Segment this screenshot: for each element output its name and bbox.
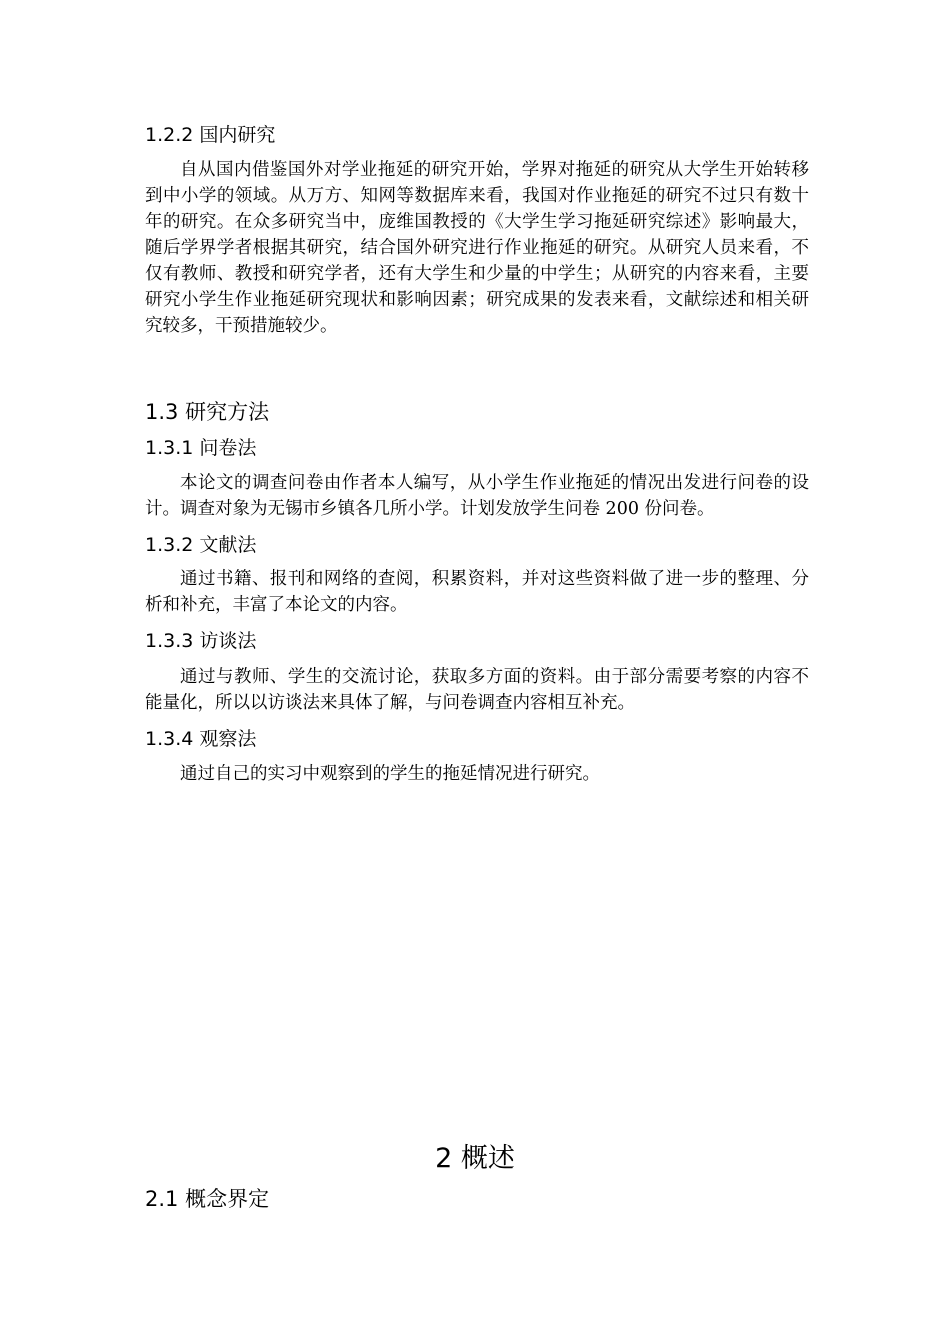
- section-heading-1-3-3: 1.3.3 访谈法: [145, 630, 257, 652]
- section-heading-1-3-2: 1.3.2 文献法: [145, 534, 257, 556]
- section-heading-1-3-1: 1.3.1 问卷法: [145, 437, 257, 459]
- section-paragraph-1-3-3: 通过与教师、学生的交流讨论，获取多方面的资料。由于部分需要考察的内容不能量化，所以以访谈法来具体了解，与问卷调查内容相互补充。: [145, 667, 809, 713]
- section-paragraph-1-2-2: 自从国内借鉴国外对学业拖延的研究开始，学界对拖延的研究从大学生开始转移到中小学的领域。从万方、知网等数据库来看，我国对作业拖延的研究不过只有数十年的研究。在众多研究当中，庞维国教授的《大学生学习拖延研究综述》影响最大，随后学界学者根据其研究，结合国外研究进行作业拖延的研究。从研究人员来看，不仅有教师、教授和研究学者，还有大学生和少量的中学生；从研究的内容来看，主要研究小学生作业拖延研究现状和影响因素；研究成果的发表来看，文献综述和相关研究较多，干预措施较少。: [145, 160, 809, 336]
- section-heading-2-1: 2.1 概念界定: [145, 1187, 270, 1211]
- section-paragraph-1-3-2: 通过书籍、报刊和网络的查阅，积累资料，并对这些资料做了进一步的整理、分析和补充，丰富了本论文的内容。: [145, 569, 809, 615]
- chapter-title-2: 2 概述: [435, 1143, 515, 1174]
- section-heading-1-2-2: 1.2.2 国内研究: [145, 124, 276, 146]
- section-paragraph-1-3-4: 通过自己的实习中观察到的学生的拖延情况进行研究。: [180, 764, 600, 784]
- section-heading-1-3-4: 1.3.4 观察法: [145, 728, 257, 750]
- section-heading-1-3: 1.3 研究方法: [145, 400, 270, 424]
- section-paragraph-1-3-1: 本论文的调查问卷由作者本人编写，从小学生作业拖延的情况出发进行问卷的设计。调查对象为无锡市乡镇各几所小学。计划发放学生问卷 200 份问卷。: [145, 473, 809, 519]
